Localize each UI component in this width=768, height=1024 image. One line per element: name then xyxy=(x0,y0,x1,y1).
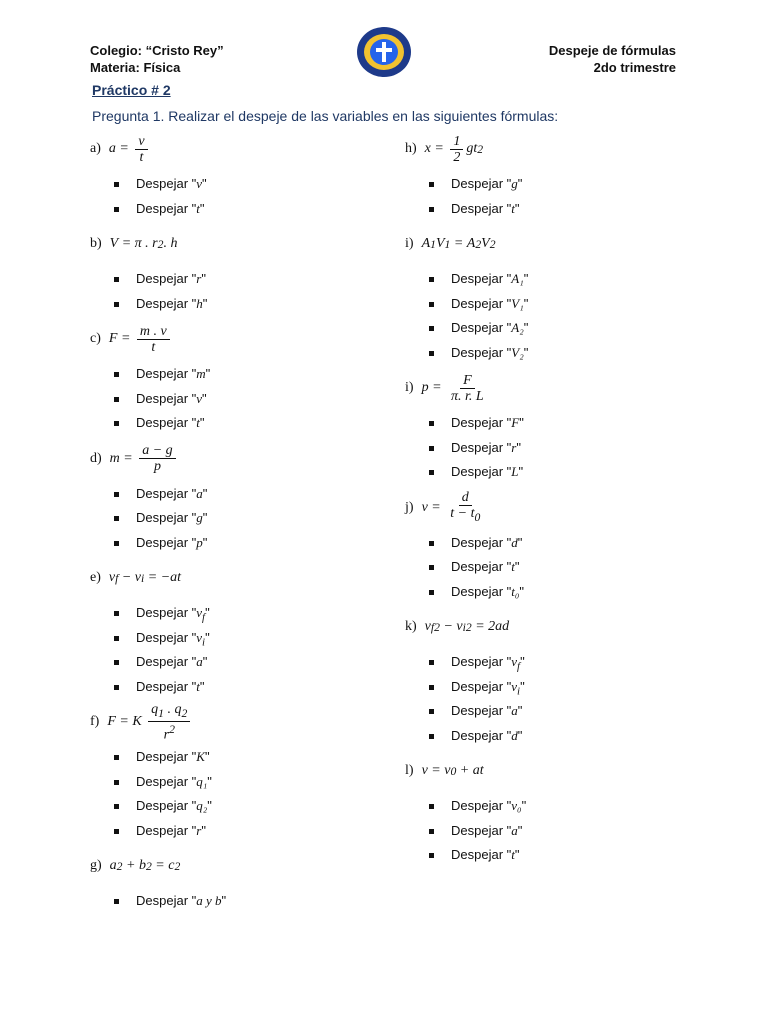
exercise-d xyxy=(90,436,390,556)
list-item: Despejar "r" xyxy=(114,819,390,844)
list-item: Despejar "$v_i$" xyxy=(429,675,705,700)
left-column xyxy=(90,126,390,914)
topic-header xyxy=(549,42,676,76)
list-item: Despejar "a y b" xyxy=(114,889,390,914)
exercise-b xyxy=(90,221,390,316)
formula: h) x = $\frac{1}{2}$ gt 2 xyxy=(405,133,484,165)
list-item: Despejar "t₀" xyxy=(429,580,705,605)
formula: j) v = $\frac{d}{t - t_0}$ xyxy=(405,490,481,524)
page-title: Práctico # 2 xyxy=(92,82,171,98)
school-name: Colegio: “Cristo Rey” xyxy=(90,43,224,58)
exercise-k xyxy=(405,604,705,748)
formula: e) v f − v i = −at xyxy=(90,570,182,585)
school-header xyxy=(90,42,224,76)
exercise-g xyxy=(90,843,390,914)
list-item: Despejar "$v_f$" xyxy=(429,650,705,675)
list-item: Despejar "L" xyxy=(429,460,705,485)
list-item: Despejar "t" xyxy=(429,555,705,580)
formula: g) a 2 + b 2 = c 2 xyxy=(90,858,181,873)
list-item: Despejar "V₁" xyxy=(429,292,705,317)
exercise-i xyxy=(405,221,705,365)
exercise-c xyxy=(90,316,390,436)
list-item: Despejar "$v_i$" xyxy=(114,626,390,651)
list-item: Despejar "V₂" xyxy=(429,341,705,366)
list-item: Despejar "F" xyxy=(429,411,705,436)
formula: l) v = v 0 + at xyxy=(405,763,484,778)
list-item: Despejar "r" xyxy=(114,267,390,292)
list-item: Despejar "K" xyxy=(114,745,390,770)
subject-name: Materia: Física xyxy=(90,60,181,75)
list-item: Despejar "g" xyxy=(429,172,705,197)
exercise-f xyxy=(90,699,390,843)
list-item: Despejar "q₁" xyxy=(114,770,390,795)
exercise-e xyxy=(90,555,390,699)
formula: c) F = $\frac{m . v}{t}$ xyxy=(90,316,390,362)
list-item: Despejar "h" xyxy=(114,292,390,317)
list-item: Despejar "r" xyxy=(429,436,705,461)
formula: i) A 1 V 1 = A 2 V 2 xyxy=(405,236,496,251)
list-item: Despejar "q₂" xyxy=(114,794,390,819)
list-item: Despejar "a" xyxy=(429,699,705,724)
list-item: Despejar "t" xyxy=(114,411,390,436)
list-item: Despejar "d" xyxy=(429,531,705,556)
list-item: Despejar "t" xyxy=(429,843,705,868)
list-item: Despejar "d" xyxy=(429,724,705,749)
formula: f) F = K $\frac{q_1 . q_2}{r^2}$ xyxy=(90,699,390,745)
exercise-a xyxy=(90,126,390,221)
list-item: Despejar "a" xyxy=(114,650,390,675)
list-item: Despejar "v₀" xyxy=(429,794,705,819)
list-item: Despejar "v" xyxy=(114,387,390,412)
formula: k) v f 2 − v i 2 = 2ad xyxy=(405,619,510,634)
list-item: Despejar "t" xyxy=(114,675,390,700)
list-item: Despejar "p" xyxy=(114,531,390,556)
list-item: Despejar "t" xyxy=(114,197,390,222)
list-item: Despejar "v" xyxy=(114,172,390,197)
formula: i) p = $\frac{F}{\pi. r. L}$ xyxy=(405,372,484,404)
list-item: Despejar "t" xyxy=(429,197,705,222)
right-column xyxy=(405,126,705,868)
formula: d) m = $\frac{a - g}{p}$ xyxy=(90,436,390,482)
list-item: Despejar "g" xyxy=(114,506,390,531)
topic-title: Despeje de fórmulas xyxy=(548,43,676,58)
list-item: Despejar "a" xyxy=(114,482,390,507)
exercise-j xyxy=(405,485,705,605)
list-item: Despejar "m" xyxy=(114,362,390,387)
term-label: 2do trimestre xyxy=(593,60,676,75)
list-item: Despejar "A₂" xyxy=(429,316,705,341)
exercise-l xyxy=(405,748,705,868)
formula: b) V = π . r 2 . h xyxy=(90,236,178,251)
formula: a) a = $\frac{v}{t}$ xyxy=(90,126,390,172)
list-item: Despejar "A₁" xyxy=(429,267,705,292)
list-item: Despejar "a" xyxy=(429,819,705,844)
exercise-label: a) xyxy=(90,141,101,156)
list-item: Despejar "$v_f$" xyxy=(114,601,390,626)
school-logo xyxy=(356,26,412,78)
exercise-h xyxy=(405,126,705,221)
question-text: Pregunta 1. Realizar el despeje de las variables en las siguientes fórmulas: xyxy=(92,108,559,124)
exercise-i-pressure xyxy=(405,365,705,485)
